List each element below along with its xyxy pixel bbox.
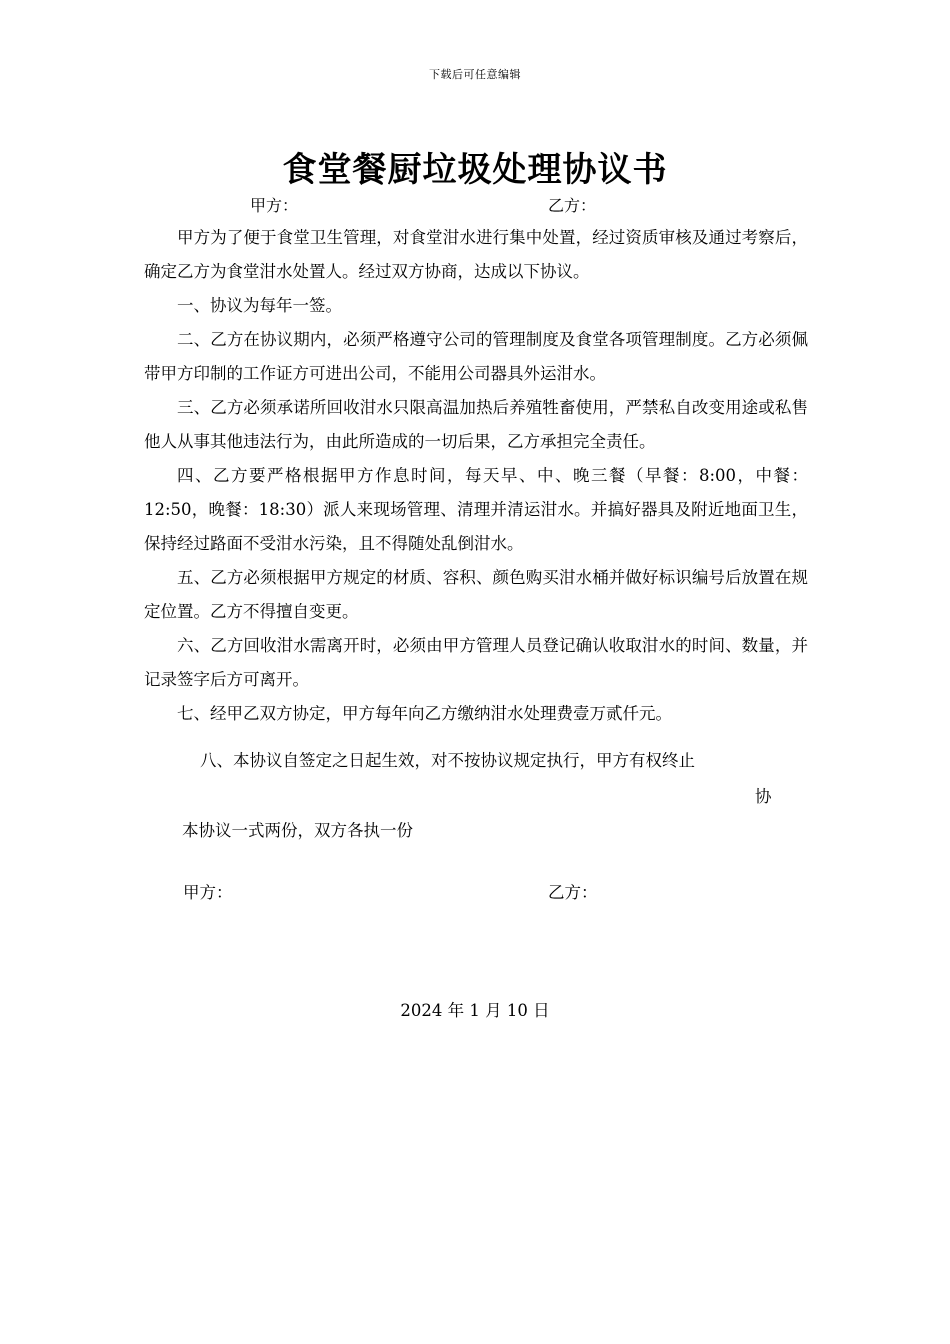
clause-2: 二、乙方在协议期内，必须严格遵守公司的管理制度及食堂各项管理制度。乙方必须佩带甲方印制的工作证方可进出公司，不能用公司器具外运泔水。: [144, 330, 808, 383]
clause-3: 三、乙方必须承诺所回收泔水只限高温加热后养殖牲畜使用，严禁私自改变用途或私售他人从事其他违法行为，由此所造成的一切后果，乙方承担完全责任。: [144, 398, 808, 451]
clause-1: 一、协议为每年一签。: [177, 296, 342, 315]
party-a-label: 甲方：: [250, 196, 299, 215]
clause-7: 七、经甲乙双方协定，甲方每年向乙方缴纳泔水处理费壹万贰仟元。: [177, 704, 672, 723]
clause-5: 五、乙方必须根据甲方规定的材质、容积、颜色购买泔水桶并做好标识编号后放置在规定位置。乙方不得擅自变更。: [144, 568, 808, 621]
signature-party-b: 乙方：: [548, 883, 598, 902]
signature-party-a: 甲方：: [183, 883, 233, 902]
signing-date: 2024 年 1 月 10 日: [400, 1001, 550, 1020]
clause-4: 四、乙方要严格根据甲方作息时间，每天早、中、晚三餐（早餐：8:00，中餐：12:50，晚餐：18:30）派人来现场管理、清理并清运泔水。并搞好器具及附近地面卫生，保持经过路面不受泔水污染，且不得随处乱倒泔水。: [144, 466, 808, 553]
copies-note: 本协议一式两份，双方各执一份: [182, 821, 413, 840]
agreement-body: [144, 221, 808, 731]
party-b-label: 乙方：: [548, 196, 597, 215]
header-note: 下载后可任意编辑: [429, 68, 521, 81]
document-title: 食堂餐厨垃圾处理协议书: [282, 150, 668, 190]
clause-8: 八、本协议自签定之日起生效，对不按协议规定执行，甲方有权终止: [200, 751, 695, 770]
clause-8-continuation: 协: [755, 787, 772, 806]
clause-6: 六、乙方回收泔水需离开时，必须由甲方管理人员登记确认收取泔水的时间、数量，并记录签字后方可离开。: [144, 636, 808, 689]
intro-paragraph: 甲方为了便于食堂卫生管理，对食堂泔水进行集中处置，经过资质审核及通过考察后，确定乙方为食堂泔水处置人。经过双方协商，达成以下协议。: [144, 228, 808, 281]
